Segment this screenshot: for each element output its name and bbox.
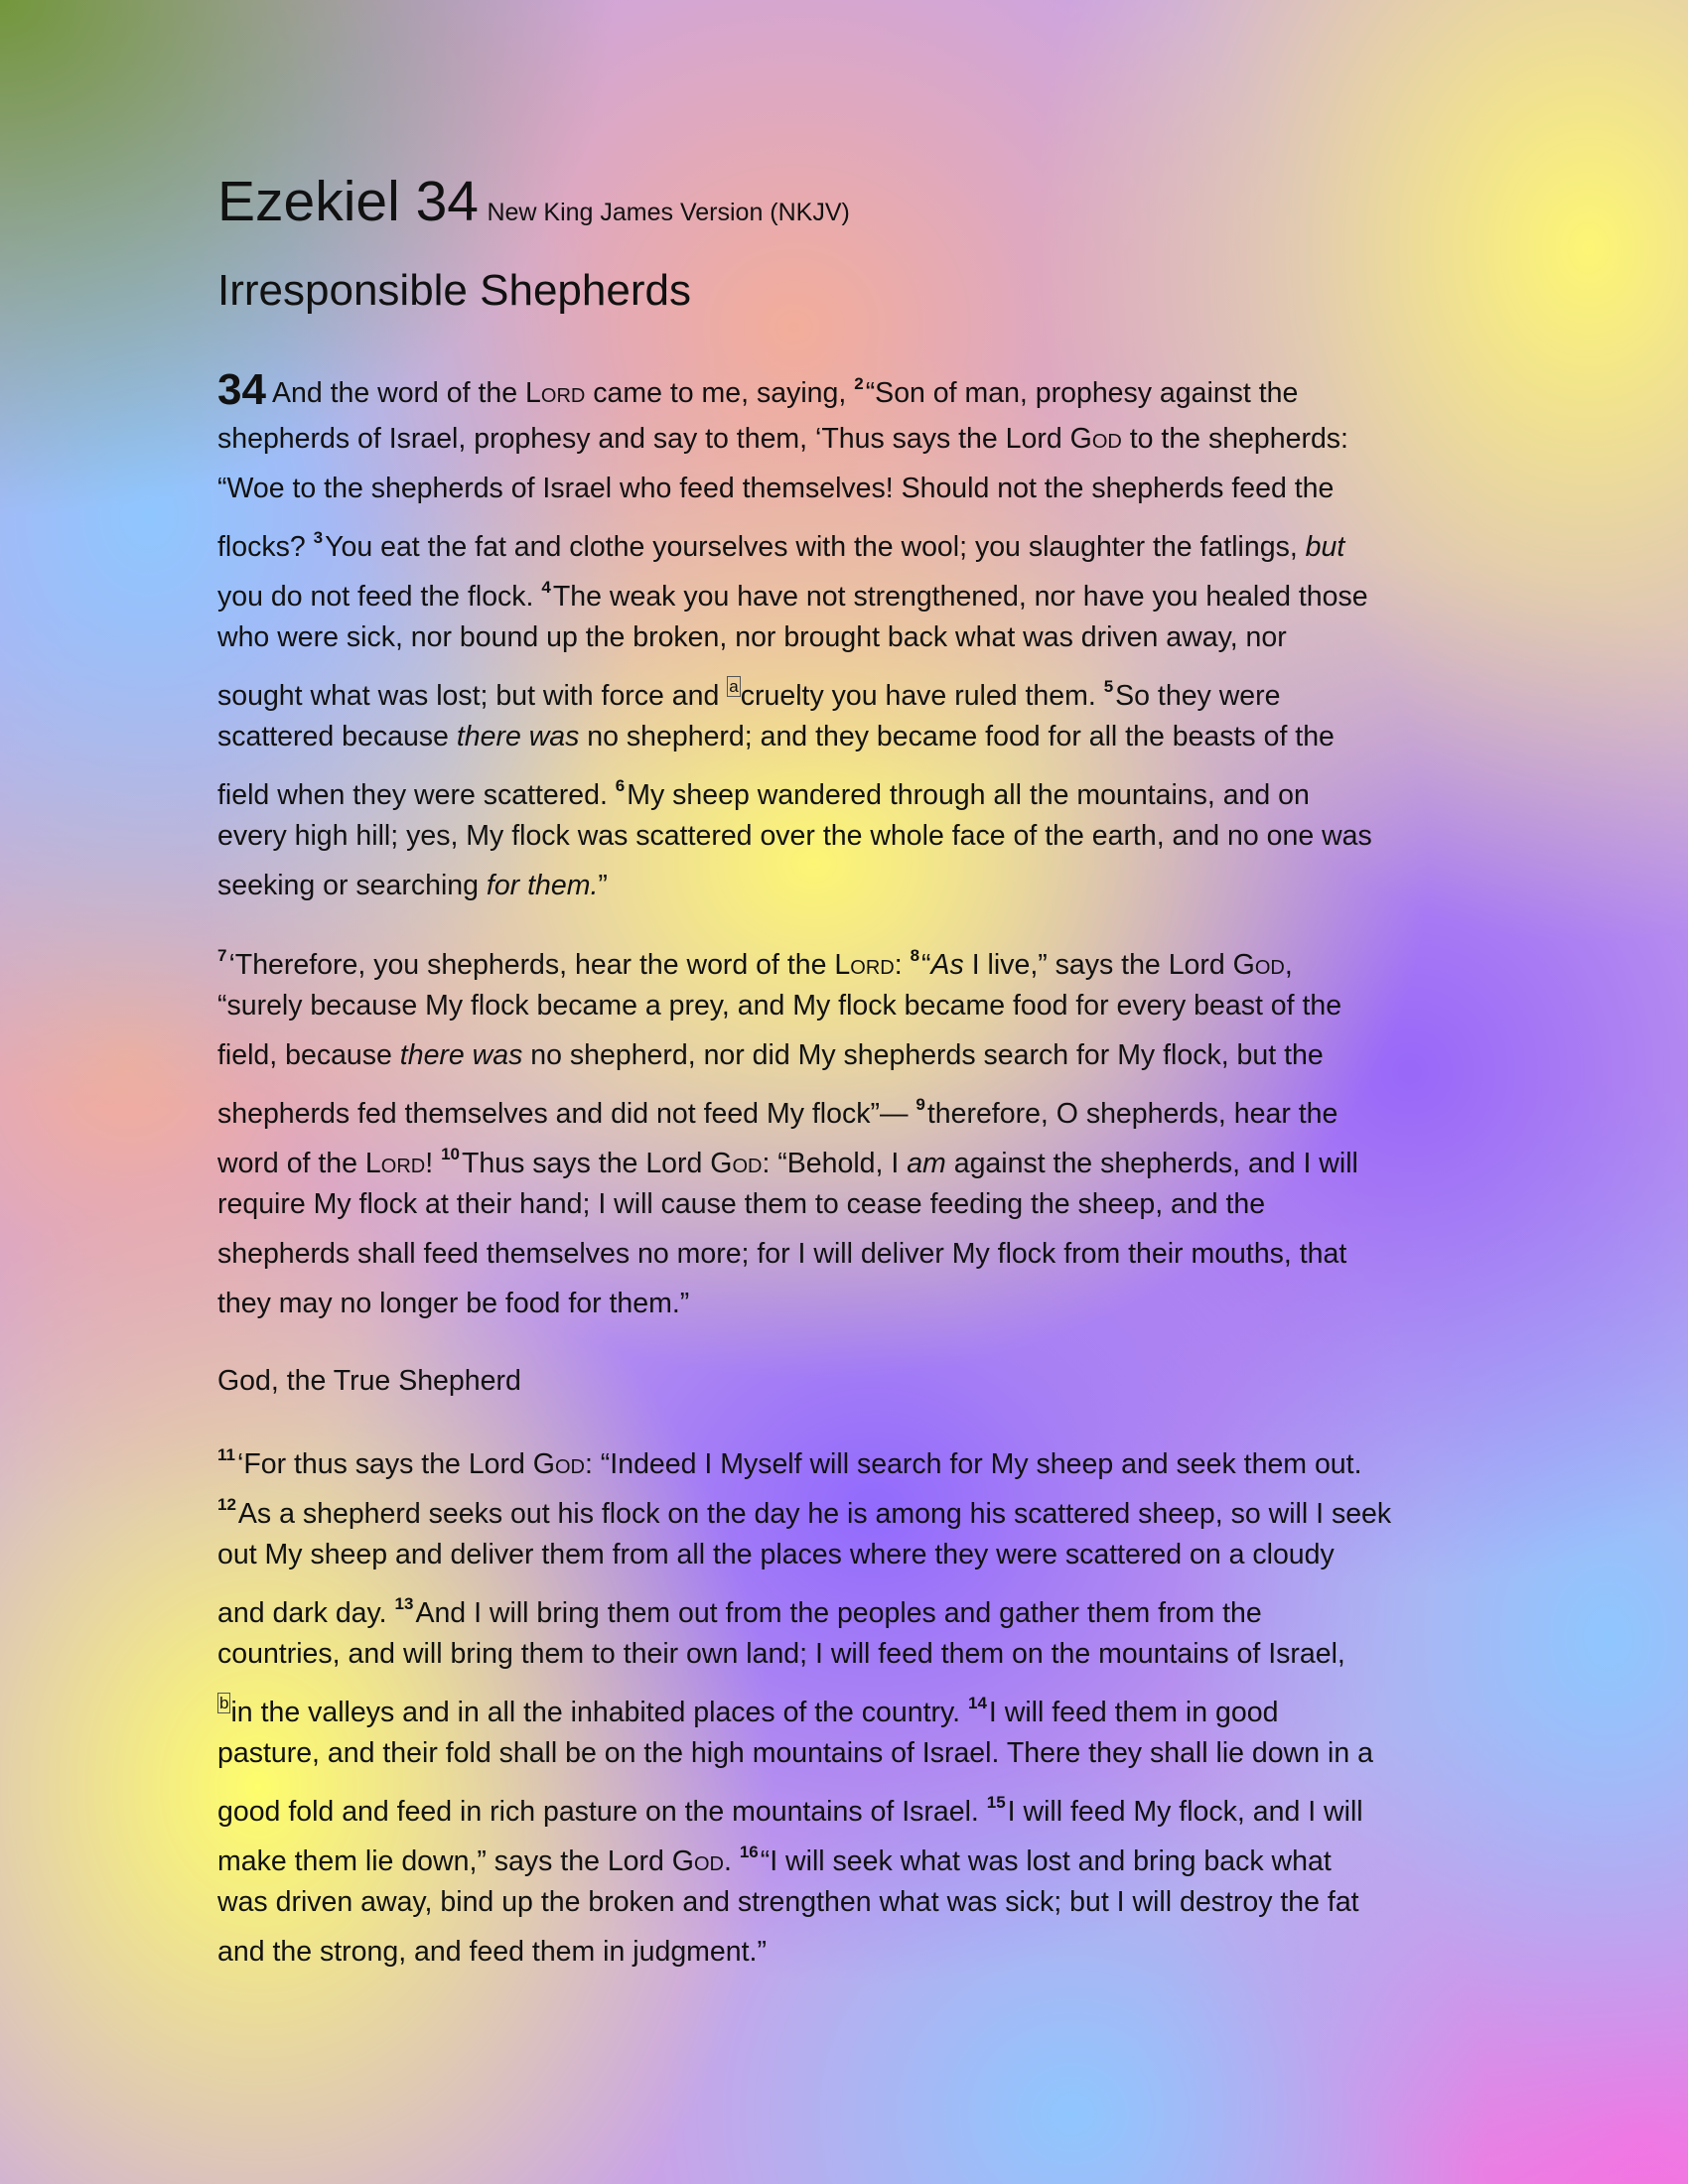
verse-number: 13 [394, 1594, 414, 1613]
title-line [217, 169, 850, 234]
text-line: scattered because there was no shepherd; and they became food for all the beasts of the [217, 721, 1335, 752]
text-line: $^7$‘Therefore, you shepherds, hear the word of the Lord: $^8$“As I live,” says the Lord God, [217, 946, 1293, 981]
text-line: was driven away, bind up the broken and strengthen what was sick; but I will destroy the fat [217, 1886, 1359, 1918]
verse-number: 11 [217, 1445, 235, 1464]
text-line: out My sheep and deliver them from all the places where they were scattered on a cloudy [217, 1539, 1335, 1570]
verse-number: 9 [915, 1095, 925, 1114]
text-line: make them lie down,” says the Lord God. $^{16}$“I will seek what was lost and bring back what [217, 1843, 1332, 1877]
verse-number: 16 [739, 1843, 759, 1861]
text-line: pasture, and their fold shall be on the high mountains of Israel. There they shall lie down in a [217, 1737, 1373, 1769]
text-line: shepherds fed themselves and did not feed My flock”— $^9$therefore, O shepherds, hear the [217, 1095, 1338, 1130]
text-line: shepherds of Israel, prophesy and say to them, ‘Thus says the Lord God to the shepherds: [217, 423, 1348, 455]
verse-number: 7 [217, 946, 227, 965]
text-line: sought what was lost; but with force and $^a$cruelty you have ruled them. $^5$So they were [217, 677, 1281, 712]
text-line: flocks? $^3$You eat the fat and clothe yourselves with the wool; you slaughter the fatlings, but [217, 528, 1345, 563]
text-line: countries, and will bring them to their own land; I will feed them on the mountains of Israel, [217, 1638, 1345, 1670]
text-line: 34 And the word of the Lord came to me, saying, $^2$“Son of man, prophesy against the [217, 365, 1299, 414]
text-line: good fold and feed in rich pasture on the mountains of Israel. $^{15}$I will feed My flock, and I will [217, 1793, 1363, 1828]
text-line: $^b$in the valleys and in all the inhabited places of the country. $^{14}$I will feed them in good [219, 1694, 1279, 1728]
chapter-number: 34 [217, 365, 266, 414]
book-title: Ezekiel 34 [217, 170, 479, 233]
text-line: field, because there was no shepherd, nor did My shepherds search for My flock, but the [217, 1039, 1324, 1071]
version-label: New King James Version (NKJV) [487, 199, 850, 226]
text-line: seeking or searching for them.” [217, 870, 608, 901]
subheading: God, the True Shepherd [217, 1365, 521, 1397]
verse-number: 8 [910, 946, 920, 965]
text-line: word of the Lord! $^{10}$Thus says the Lord God: “Behold, I am against the shepherds, and I will [217, 1145, 1358, 1179]
text-line: and dark day. $^{13}$And I will bring them out from the peoples and gather them from the [217, 1594, 1262, 1629]
text-line: “surely because My flock became a prey, and My flock became food for every beast of the [217, 990, 1342, 1022]
text-line: require My flock at their hand; I will cause them to cease feeding the sheep, and the [217, 1188, 1266, 1220]
text-line: they may no longer be food for them.” [217, 1288, 690, 1319]
text-line: $^{11}$‘For thus says the Lord God: “Indeed I Myself will search for My sheep and seek them out. [217, 1445, 1362, 1480]
text-line: field when they were scattered. $^6$My sheep wandered through all the mountains, and on [217, 776, 1310, 811]
verse-number: 3 [313, 528, 324, 547]
verse-number: 12 [217, 1495, 236, 1514]
verse-number: 6 [615, 776, 626, 795]
footnote-b-link[interactable]: b [219, 1694, 229, 1712]
text-line: $^{12}$As a shepherd seeks out his flock on the day he is among his scattered sheep, so will I seek [217, 1495, 1392, 1530]
text-line: “Woe to the shepherds of Israel who feed themselves! Should not the shepherds feed the [217, 473, 1335, 504]
verse-number: 14 [968, 1694, 987, 1712]
verse-number: 2 [854, 374, 864, 393]
text-line: shepherds shall feed themselves no more; for I will deliver My flock from their mouths, that [217, 1238, 1347, 1270]
text-line: you do not feed the flock. $^4$The weak you have not strengthened, nor have you healed those [217, 578, 1368, 613]
verse-number: 10 [441, 1145, 460, 1163]
verse-number: 5 [1103, 677, 1114, 696]
verse-number: 4 [541, 578, 551, 597]
section-heading: Irresponsible Shepherds [217, 266, 691, 315]
verse-number: 15 [986, 1793, 1006, 1812]
footnote-a-link[interactable]: a [729, 677, 739, 696]
text-line: and the strong, and feed them in judgment.” [217, 1936, 767, 1968]
text-line: who were sick, nor bound up the broken, nor brought back what was driven away, nor [217, 621, 1287, 653]
text-line: every high hill; yes, My flock was scattered over the whole face of the earth, and no one was [217, 820, 1372, 852]
